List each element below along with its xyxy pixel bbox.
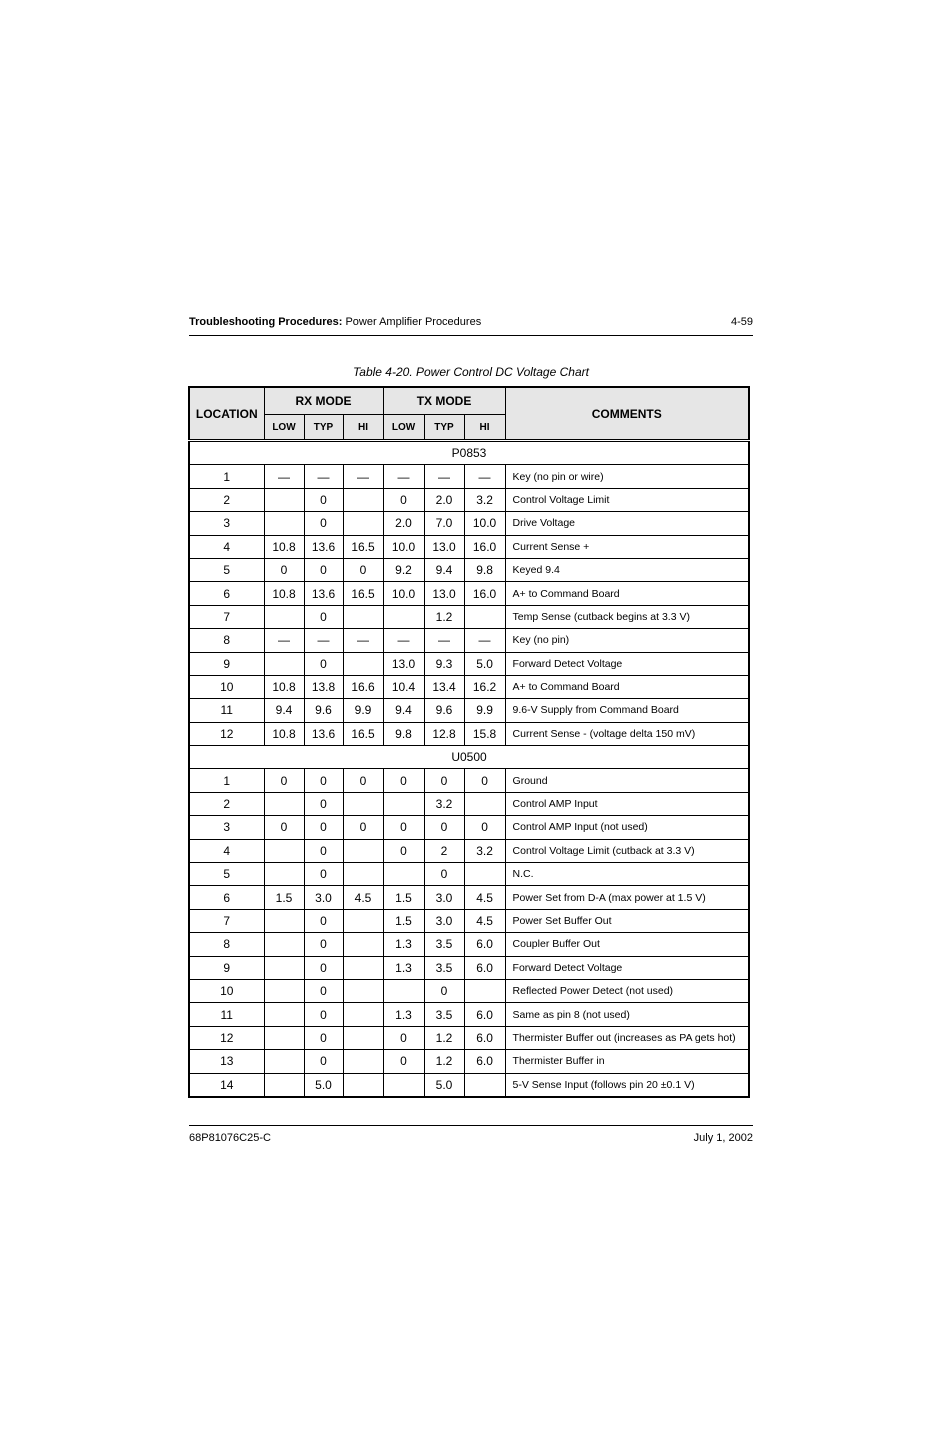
cell-comment: Ground: [505, 769, 749, 792]
cell-comment: Forward Detect Voltage: [505, 956, 749, 979]
cell-comment: Power Set Buffer Out: [505, 909, 749, 932]
cell-comment: Current Sense - (voltage delta 150 mV): [505, 722, 749, 745]
table-row: [189, 1073, 749, 1097]
cell-tx-hi: 0: [464, 769, 505, 792]
cell-rx-typ: 0: [304, 909, 343, 932]
cell-rx-low: 0: [264, 558, 304, 581]
table-row: [189, 979, 749, 1002]
cell-rx-low: [264, 909, 304, 932]
cell-tx-low: [383, 863, 424, 886]
table-row: [189, 1050, 749, 1073]
cell-tx-typ: 1.2: [424, 1050, 464, 1073]
cell-rx-hi: 16.5: [343, 535, 383, 558]
cell-comment: Same as pin 8 (not used): [505, 1003, 749, 1026]
cell-rx-low: [264, 863, 304, 886]
cell-tx-typ: 3.5: [424, 956, 464, 979]
cell-tx-typ: 3.2: [424, 792, 464, 815]
cell-location: 7: [189, 605, 264, 628]
cell-tx-low: 10.0: [383, 582, 424, 605]
cell-rx-typ: 0: [304, 792, 343, 815]
cell-comment: Drive Voltage: [505, 512, 749, 535]
table-row: [189, 816, 749, 839]
table-row: [189, 512, 749, 535]
cell-comment: Current Sense +: [505, 535, 749, 558]
cell-rx-typ: 0: [304, 652, 343, 675]
cell-tx-hi: 16.0: [464, 535, 505, 558]
cell-rx-typ: —: [304, 465, 343, 488]
cell-tx-hi: [464, 979, 505, 1002]
cell-comment: Power Set from D-A (max power at 1.5 V): [505, 886, 749, 909]
cell-rx-typ: 0: [304, 769, 343, 792]
cell-tx-low: 0: [383, 816, 424, 839]
cell-comment: Control AMP Input: [505, 792, 749, 815]
cell-comment: Key (no pin or wire): [505, 465, 749, 488]
cell-comment: Temp Sense (cutback begins at 3.3 V): [505, 605, 749, 628]
header-rule: [189, 335, 753, 336]
col-rx-mode: RX MODE: [264, 387, 383, 415]
cell-tx-hi: 6.0: [464, 956, 505, 979]
cell-location: 9: [189, 652, 264, 675]
cell-comment: Forward Detect Voltage: [505, 652, 749, 675]
cell-location: 9: [189, 956, 264, 979]
cell-rx-typ: 0: [304, 488, 343, 511]
cell-location: 1: [189, 769, 264, 792]
cell-rx-low: [264, 956, 304, 979]
cell-tx-hi: [464, 792, 505, 815]
cell-tx-hi: 16.2: [464, 675, 505, 698]
cell-tx-low: 2.0: [383, 512, 424, 535]
cell-tx-hi: 6.0: [464, 1003, 505, 1026]
cell-rx-hi: [343, 1026, 383, 1049]
cell-rx-typ: 13.8: [304, 675, 343, 698]
cell-tx-hi: 9.8: [464, 558, 505, 581]
cell-tx-typ: 3.5: [424, 1003, 464, 1026]
cell-tx-low: 13.0: [383, 652, 424, 675]
cell-rx-typ: 0: [304, 956, 343, 979]
table-caption: Table 4-20. Power Control DC Voltage Chart: [353, 365, 589, 379]
section-label: P0853: [189, 441, 749, 465]
cell-rx-hi: [343, 933, 383, 956]
cell-tx-low: 9.8: [383, 722, 424, 745]
cell-tx-typ: 1.2: [424, 1026, 464, 1049]
cell-location: 2: [189, 792, 264, 815]
cell-tx-low: 0: [383, 839, 424, 862]
cell-rx-hi: —: [343, 629, 383, 652]
cell-tx-typ: 5.0: [424, 1073, 464, 1097]
cell-tx-typ: 0: [424, 979, 464, 1002]
cell-rx-low: 9.4: [264, 699, 304, 722]
cell-tx-low: 1.3: [383, 1003, 424, 1026]
cell-tx-hi: 3.2: [464, 839, 505, 862]
table-row: [189, 465, 749, 488]
table-row: [189, 535, 749, 558]
cell-rx-low: [264, 605, 304, 628]
cell-rx-typ: 0: [304, 979, 343, 1002]
cell-location: 13: [189, 1050, 264, 1073]
cell-location: 5: [189, 863, 264, 886]
cell-tx-low: 9.4: [383, 699, 424, 722]
cell-comment: Thermister Buffer out (increases as PA gets hot): [505, 1026, 749, 1049]
cell-rx-low: [264, 1050, 304, 1073]
cell-rx-typ: —: [304, 629, 343, 652]
cell-comment: A+ to Command Board: [505, 675, 749, 698]
cell-rx-low: [264, 1073, 304, 1097]
cell-comment: N.C.: [505, 863, 749, 886]
table-header: [189, 387, 749, 441]
cell-rx-typ: 0: [304, 816, 343, 839]
cell-tx-hi: [464, 863, 505, 886]
cell-location: 1: [189, 465, 264, 488]
cell-location: 6: [189, 886, 264, 909]
table-row: [189, 675, 749, 698]
cell-rx-typ: 13.6: [304, 582, 343, 605]
cell-tx-hi: 9.9: [464, 699, 505, 722]
cell-rx-low: 0: [264, 816, 304, 839]
cell-rx-low: 10.8: [264, 582, 304, 605]
cell-rx-typ: 0: [304, 933, 343, 956]
cell-tx-low: [383, 605, 424, 628]
col-rx-low: LOW: [264, 415, 304, 441]
cell-comment: Thermister Buffer in: [505, 1050, 749, 1073]
cell-tx-typ: —: [424, 629, 464, 652]
cell-location: 7: [189, 909, 264, 932]
cell-rx-hi: 16.6: [343, 675, 383, 698]
cell-rx-low: [264, 792, 304, 815]
cell-tx-hi: 5.0: [464, 652, 505, 675]
cell-rx-hi: 16.5: [343, 582, 383, 605]
cell-location: 11: [189, 1003, 264, 1026]
table-row: [189, 792, 749, 815]
table-row: [189, 582, 749, 605]
cell-tx-low: 0: [383, 1026, 424, 1049]
cell-rx-typ: 9.6: [304, 699, 343, 722]
cell-tx-hi: —: [464, 629, 505, 652]
page-number: 4-59: [730, 316, 753, 328]
cell-tx-hi: —: [464, 465, 505, 488]
cell-rx-low: 10.8: [264, 535, 304, 558]
cell-rx-low: [264, 488, 304, 511]
cell-tx-hi: 16.0: [464, 582, 505, 605]
cell-rx-hi: [343, 1073, 383, 1097]
cell-tx-typ: 3.5: [424, 933, 464, 956]
col-tx-hi: HI: [464, 415, 505, 441]
col-rx-hi: HI: [343, 415, 383, 441]
cell-tx-hi: 15.8: [464, 722, 505, 745]
table-body: [189, 441, 749, 1097]
cell-tx-low: 9.2: [383, 558, 424, 581]
cell-location: 10: [189, 675, 264, 698]
section-row: [189, 441, 749, 465]
cell-tx-typ: 2: [424, 839, 464, 862]
table-row: [189, 909, 749, 932]
header-section: Troubleshooting Procedures:: [189, 316, 343, 328]
cell-rx-hi: [343, 792, 383, 815]
cell-tx-typ: 9.6: [424, 699, 464, 722]
cell-rx-low: [264, 839, 304, 862]
col-comments: COMMENTS: [505, 387, 749, 441]
table-row: [189, 886, 749, 909]
cell-tx-low: 1.5: [383, 886, 424, 909]
cell-rx-hi: —: [343, 465, 383, 488]
cell-location: 3: [189, 512, 264, 535]
cell-rx-low: [264, 652, 304, 675]
cell-comment: Control AMP Input (not used): [505, 816, 749, 839]
cell-location: 10: [189, 979, 264, 1002]
cell-tx-low: 0: [383, 769, 424, 792]
cell-rx-low: —: [264, 629, 304, 652]
cell-rx-typ: 13.6: [304, 722, 343, 745]
cell-rx-hi: [343, 488, 383, 511]
cell-tx-low: [383, 979, 424, 1002]
cell-tx-typ: 12.8: [424, 722, 464, 745]
cell-tx-typ: 0: [424, 769, 464, 792]
cell-rx-low: [264, 1026, 304, 1049]
cell-location: 6: [189, 582, 264, 605]
cell-location: 5: [189, 558, 264, 581]
cell-rx-hi: [343, 956, 383, 979]
cell-comment: Keyed 9.4: [505, 558, 749, 581]
cell-comment: Reflected Power Detect (not used): [505, 979, 749, 1002]
cell-rx-typ: 0: [304, 839, 343, 862]
cell-rx-typ: 0: [304, 605, 343, 628]
col-tx-mode: TX MODE: [383, 387, 505, 415]
cell-rx-typ: 13.6: [304, 535, 343, 558]
table-row: [189, 629, 749, 652]
cell-rx-typ: 0: [304, 558, 343, 581]
cell-rx-low: 10.8: [264, 675, 304, 698]
cell-rx-low: 10.8: [264, 722, 304, 745]
cell-tx-hi: 6.0: [464, 933, 505, 956]
cell-tx-typ: 0: [424, 863, 464, 886]
cell-tx-hi: 0: [464, 816, 505, 839]
cell-comment: 9.6-V Supply from Command Board: [505, 699, 749, 722]
cell-comment: 5-V Sense Input (follows pin 20 ±0.1 V): [505, 1073, 749, 1097]
cell-comment: A+ to Command Board: [505, 582, 749, 605]
section-label: U0500: [189, 746, 749, 769]
cell-tx-low: 10.4: [383, 675, 424, 698]
cell-tx-low: —: [383, 465, 424, 488]
cell-tx-hi: 6.0: [464, 1050, 505, 1073]
col-tx-low: LOW: [383, 415, 424, 441]
cell-rx-hi: [343, 839, 383, 862]
table-row: [189, 488, 749, 511]
cell-tx-typ: 7.0: [424, 512, 464, 535]
header-subsection: Power Amplifier Procedures: [345, 316, 482, 328]
cell-location: 12: [189, 1026, 264, 1049]
page-header: [189, 316, 753, 330]
col-location: LOCATION: [189, 387, 264, 441]
cell-tx-low: [383, 792, 424, 815]
cell-location: 8: [189, 629, 264, 652]
cell-tx-hi: 4.5: [464, 886, 505, 909]
cell-tx-low: 10.0: [383, 535, 424, 558]
cell-rx-hi: [343, 652, 383, 675]
cell-rx-hi: 9.9: [343, 699, 383, 722]
cell-rx-low: [264, 512, 304, 535]
cell-rx-hi: 0: [343, 769, 383, 792]
col-rx-typ: TYP: [304, 415, 343, 441]
cell-rx-typ: 5.0: [304, 1073, 343, 1097]
cell-tx-low: —: [383, 629, 424, 652]
cell-location: 14: [189, 1073, 264, 1097]
cell-location: 3: [189, 816, 264, 839]
doc-number: 68P81076C25-C: [189, 1132, 271, 1144]
cell-rx-low: [264, 1003, 304, 1026]
col-tx-typ: TYP: [424, 415, 464, 441]
cell-tx-typ: 0: [424, 816, 464, 839]
cell-tx-hi: [464, 605, 505, 628]
header-title: [189, 316, 481, 328]
cell-location: 4: [189, 535, 264, 558]
table-row: [189, 652, 749, 675]
cell-rx-hi: 0: [343, 558, 383, 581]
cell-rx-low: 0: [264, 769, 304, 792]
table-row: [189, 863, 749, 886]
cell-tx-low: 1.3: [383, 956, 424, 979]
cell-tx-low: 1.5: [383, 909, 424, 932]
cell-rx-typ: 0: [304, 1050, 343, 1073]
cell-tx-typ: 13.0: [424, 582, 464, 605]
cell-rx-hi: 4.5: [343, 886, 383, 909]
table-row: [189, 839, 749, 862]
cell-rx-hi: [343, 1050, 383, 1073]
cell-tx-typ: —: [424, 465, 464, 488]
table-row: [189, 605, 749, 628]
cell-location: 4: [189, 839, 264, 862]
cell-tx-typ: 2.0: [424, 488, 464, 511]
cell-tx-typ: 3.0: [424, 886, 464, 909]
page-footer: [189, 1132, 753, 1146]
cell-rx-low: [264, 933, 304, 956]
cell-rx-typ: 0: [304, 512, 343, 535]
cell-comment: Coupler Buffer Out: [505, 933, 749, 956]
cell-tx-low: [383, 1073, 424, 1097]
cell-comment: Key (no pin): [505, 629, 749, 652]
cell-tx-hi: 3.2: [464, 488, 505, 511]
cell-tx-low: 0: [383, 1050, 424, 1073]
cell-tx-typ: 9.3: [424, 652, 464, 675]
cell-tx-typ: 1.2: [424, 605, 464, 628]
cell-rx-typ: 0: [304, 1003, 343, 1026]
cell-tx-hi: 4.5: [464, 909, 505, 932]
cell-rx-hi: [343, 909, 383, 932]
cell-rx-hi: 0: [343, 816, 383, 839]
section-row: [189, 746, 749, 769]
cell-rx-hi: 16.5: [343, 722, 383, 745]
cell-tx-hi: [464, 1073, 505, 1097]
cell-rx-hi: [343, 1003, 383, 1026]
cell-rx-typ: 0: [304, 863, 343, 886]
cell-rx-typ: 3.0: [304, 886, 343, 909]
table-row: [189, 1003, 749, 1026]
table-row: [189, 933, 749, 956]
cell-rx-hi: [343, 512, 383, 535]
cell-rx-low: —: [264, 465, 304, 488]
table-row: [189, 699, 749, 722]
table-row: [189, 1026, 749, 1049]
table-row: [189, 956, 749, 979]
cell-location: 11: [189, 699, 264, 722]
cell-tx-typ: 13.4: [424, 675, 464, 698]
cell-comment: Control Voltage Limit: [505, 488, 749, 511]
cell-location: 12: [189, 722, 264, 745]
cell-rx-hi: [343, 979, 383, 1002]
cell-tx-hi: 10.0: [464, 512, 505, 535]
cell-location: 2: [189, 488, 264, 511]
cell-tx-typ: 3.0: [424, 909, 464, 932]
cell-rx-low: 1.5: [264, 886, 304, 909]
table-row: [189, 769, 749, 792]
cell-tx-typ: 13.0: [424, 535, 464, 558]
cell-rx-hi: [343, 863, 383, 886]
cell-comment: Control Voltage Limit (cutback at 3.3 V): [505, 839, 749, 862]
table-row: [189, 722, 749, 745]
table-row: [189, 558, 749, 581]
cell-rx-low: [264, 979, 304, 1002]
cell-tx-low: 1.3: [383, 933, 424, 956]
cell-tx-hi: 6.0: [464, 1026, 505, 1049]
cell-rx-hi: [343, 605, 383, 628]
cell-tx-low: 0: [383, 488, 424, 511]
voltage-chart-table: [188, 386, 750, 1098]
cell-tx-typ: 9.4: [424, 558, 464, 581]
cell-rx-typ: 0: [304, 1026, 343, 1049]
cell-location: 8: [189, 933, 264, 956]
footer-rule: [189, 1125, 753, 1126]
publication-date: July 1, 2002: [693, 1132, 753, 1144]
